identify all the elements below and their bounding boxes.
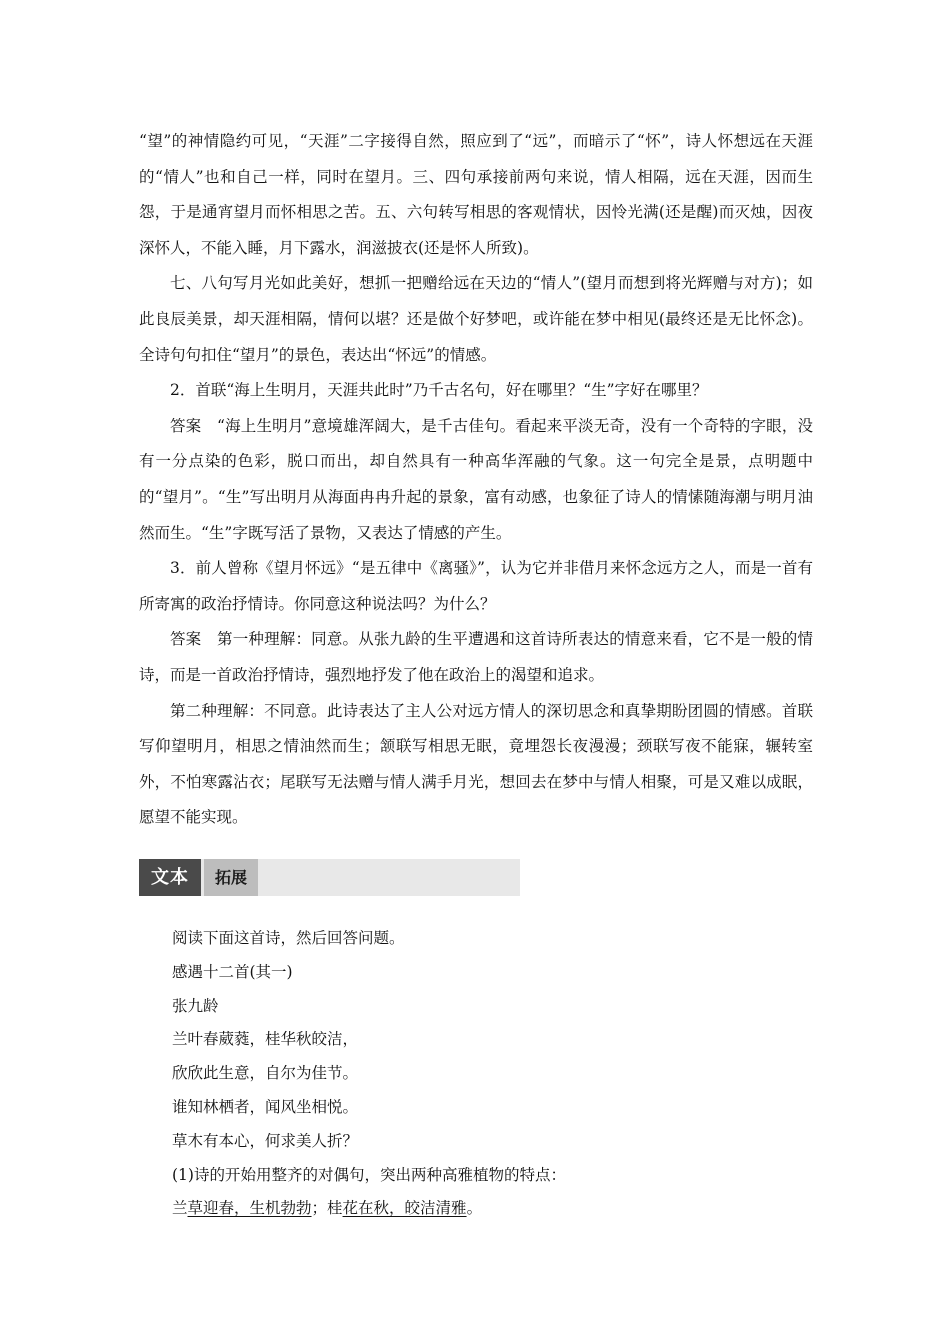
answer-3-second: 第二种理解：不同意。此诗表达了主人公对远方情人的深切思念和真挚期盼团圆的情感。首联写仰望明月，相思之情油然而生；颔联写相思无眠，竟埋怨长夜漫漫；颈联写夜不能寐，辗转室外，不怕寒露沾衣；尾联写无法赠与情人满手月光，想回去在梦中与情人相聚，可是又难以成眠，愿望不能实现。 bbox=[139, 701, 813, 827]
article-body bbox=[139, 124, 813, 836]
paragraph-2: 七、八句写月光如此美好，想抓一把赠给远在天边的“情人”(望月而想到将光辉赠与对方)；如此良辰美景，却天涯相隔，情何以堪？还是做个好梦吧，或许能在梦中相见(最终还是无比怀念)。全诗句句扣住“望月”的景色，表达出“怀远”的情感。 bbox=[139, 274, 813, 364]
poem-title: 感遇十二首(其一) bbox=[172, 962, 293, 981]
question-1: (1)诗的开始用整齐的对偶句，突出两种高雅植物的特点： bbox=[172, 1165, 566, 1184]
question-2: 2．首联“海上生明月，天涯共此时”乃千古名句，好在哪里？“生”字好在哪里？ bbox=[170, 381, 708, 400]
answer-text: ；桂 bbox=[311, 1199, 343, 1218]
poem-line: 草木有本心，何求美人折？ bbox=[172, 1131, 359, 1150]
answer-blank-1: 草迎春，生机勃勃 bbox=[187, 1199, 312, 1218]
poem-line: 谁知林栖者，闻风坐相悦。 bbox=[172, 1097, 359, 1116]
banner-label-extend: 拓展 bbox=[204, 859, 258, 896]
answer-3-first: 答案 第一种理解：同意。从张九龄的生平遭遇和这首诗所表达的情意来看，它不是一般的情诗，而是一首政治抒情诗，强烈地抒发了他在政治上的渴望和追求。 bbox=[139, 630, 813, 684]
answer-2: 答案 “海上生明月”意境雄浑阔大，是千古佳句。看起来平淡无奇，没有一个奇特的字眼，没有一分点染的色彩，脱口而出，却自然具有一种高华浑融的气象。这一句完全是景，点明题中的“望月”。“生”写出明月从海面冉冉升起的景象，富有动感，也象征了诗人的情愫随海潮与明月油然而生。“生”字既写活了景物，又表达了情感的产生。 bbox=[139, 416, 813, 542]
reading-intro: 阅读下面这首诗，然后回答问题。 bbox=[172, 929, 405, 947]
poem-line: 欣欣此生意，自尔为佳节。 bbox=[172, 1064, 359, 1083]
poem-line: 兰叶春葳蕤，桂华秋皎洁， bbox=[172, 1030, 359, 1049]
paragraph-1: “望”的神情隐约可见，“天涯”二字接得自然，照应到了“远”，而暗示了“怀”，诗人怀想远在天涯的“情人”也和自己一样，同时在望月。三、四句承接前两句来说，情人相隔，远在天涯，因而生怨，于是通宵望月而怀相思之苦。五、六句转写相思的客观情状，因怜光满(还是醒)而灭烛，因夜深怀人，不能入睡，月下露水，润滋披衣(还是怀人所致)。 bbox=[139, 132, 813, 257]
reading-section bbox=[172, 922, 812, 1226]
question-3: 3．前人曾称《望月怀远》“是五律中《离骚》”，认为它并非借月来怀念远方之人，而是一首有所寄寓的政治抒情诗。你同意这种说法吗？为什么？ bbox=[139, 559, 813, 613]
answer-blank-2: 花在秋，皎洁清雅 bbox=[342, 1199, 467, 1218]
banner-label-text: 文本 bbox=[139, 859, 201, 896]
answer-text: 兰 bbox=[172, 1199, 188, 1218]
poem-author: 张九龄 bbox=[172, 996, 219, 1015]
answer-1 bbox=[172, 1192, 812, 1226]
section-banner bbox=[139, 859, 520, 896]
answer-text: 。 bbox=[466, 1199, 483, 1218]
